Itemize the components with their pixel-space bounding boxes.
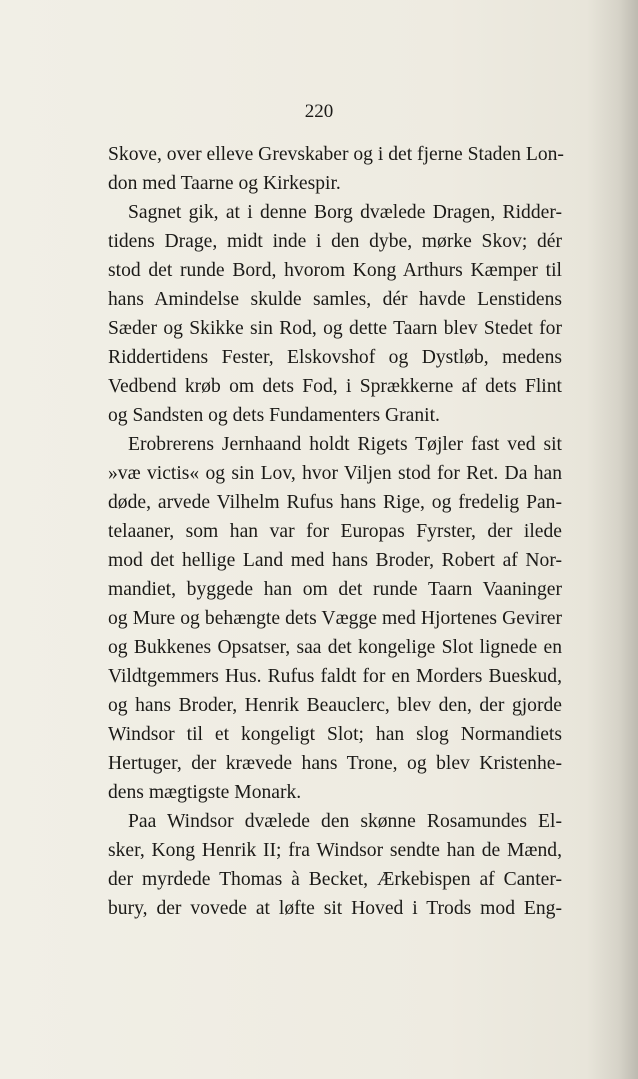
text-line: hans Amindelse skulde samles, dér havde Lenstidens — [108, 289, 562, 310]
text-line: telaaner, som han var for Europas Fyrster, der ilede — [108, 521, 562, 542]
text-line: don med Taarne og Kirkespir. — [108, 173, 341, 194]
text-line: »væ victis« og sin Lov, hvor Viljen stod for Ret. Da han — [108, 463, 562, 484]
body-text — [108, 140, 562, 923]
text-line: og Mure og behængte dets Vægge med Hjortenes Gevirer — [108, 608, 562, 629]
text-line: og Sandsten og dets Fundamenters Granit. — [108, 405, 440, 426]
text-line: Sagnet gik, at i denne Borg dvælede Dragen, Ridder- — [128, 202, 562, 223]
text-line: sker, Kong Henrik II; fra Windsor sendte han de Mænd, — [108, 840, 562, 861]
text-line: døde, arvede Vilhelm Rufus hans Rige, og fredelig Pan- — [108, 492, 562, 513]
text-line: der myrdede Thomas à Becket, Ærkebispen af Canter- — [108, 869, 562, 890]
text-line: mod det hellige Land med hans Broder, Robert af Nor- — [108, 550, 562, 571]
text-line: mandiet, byggede han om det runde Taarn Vaaninger — [108, 579, 562, 600]
page-number: 220 — [304, 101, 334, 122]
text-line: dens mægtigste Monark. — [108, 782, 302, 803]
text-line: stod det runde Bord, hvorom Kong Arthurs Kæmper til — [108, 260, 562, 281]
text-line: Hertuger, der krævede hans Trone, og blev Kristenhe- — [108, 753, 562, 774]
text-line: Vedbend krøb om dets Fod, i Sprækkerne af dets Flint — [108, 376, 562, 397]
text-line: Erobrerens Jernhaand holdt Rigets Tøjler fast ved sit — [128, 434, 562, 455]
text-line: tidens Drage, midt inde i den dybe, mørke Skov; dér — [108, 231, 562, 252]
text-line: og hans Broder, Henrik Beauclerc, blev den, der gjorde — [108, 695, 562, 716]
text-line: Windsor til et kongeligt Slot; han slog Normandiets — [108, 724, 562, 745]
text-line: Riddertidens Fester, Elskovshof og Dystløb, medens — [108, 347, 562, 368]
text-line: Vildtgemmers Hus. Rufus faldt for en Morders Bueskud, — [108, 666, 562, 687]
text-line: Sæder og Skikke sin Rod, og dette Taarn blev Stedet for — [108, 318, 562, 339]
text-line: bury, der vovede at løfte sit Hoved i Trods mod Eng- — [108, 898, 562, 919]
text-line: Skove, over elleve Grevskaber og i det fjerne Staden Lon- — [108, 144, 564, 165]
text-line: og Bukkenes Opsatser, saa det kongelige Slot lignede en — [108, 637, 562, 658]
text-line: Paa Windsor dvælede den skønne Rosamundes El- — [128, 811, 562, 832]
